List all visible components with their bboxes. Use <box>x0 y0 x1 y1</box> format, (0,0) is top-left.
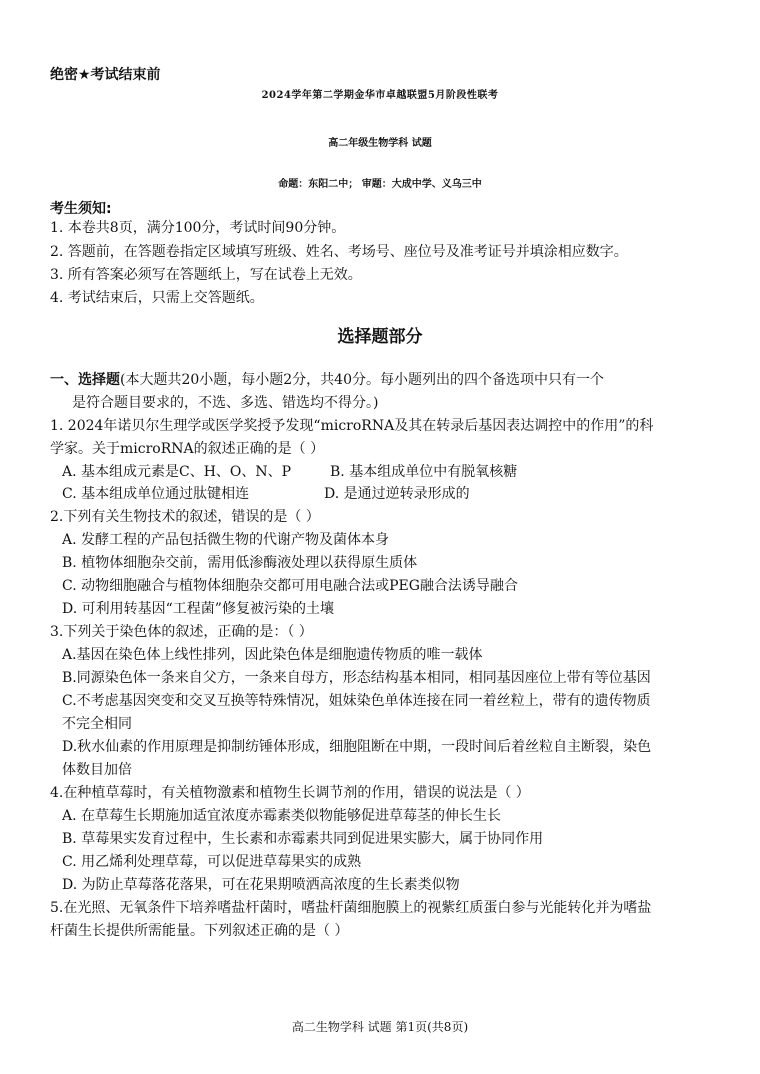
question-4-option-c: C. 用乙烯利处理草莓，可以促进草莓果实的成熟 <box>62 854 362 870</box>
question-4-option-a: A. 在草莓生长期施加适宜浓度赤霉素类似物能够促进草莓茎的伸长生长 <box>62 808 502 824</box>
question-3-option-d-cont: 体数目加倍 <box>62 762 132 778</box>
question-1-option-b: B. 基本组成单位中有脱氧核糖 <box>330 464 518 480</box>
exam-title: 2024学年第二学期金华市卓越联盟5月阶段性联考 <box>261 90 499 101</box>
question-4-option-d: D. 为防止草莓落花落果，可在花果期喷洒高浓度的生长素类似物 <box>62 877 460 893</box>
question-2-stem: 2.下列有关生物技术的叙述，错误的是（ ） <box>50 509 320 525</box>
question-1-option-a: A. 基本组成元素是C、H、O、N、P <box>62 464 292 480</box>
question-2-option-a: A. 发酵工程的产品包括微生物的代谢产物及菌体本身 <box>62 532 390 548</box>
exam-subtitle: 高二年级生物学科 试题 <box>328 138 432 149</box>
authors-line: 命题：东阳二中； 审题：大成中学、义乌三中 <box>278 179 482 190</box>
notice-item: 2. 答题前，在答题卷指定区域填写班级、姓名、考场号、座位号及准考证号并填涂相应数字。 <box>50 244 628 260</box>
confidential-label: 绝密★考试结束前 <box>50 67 161 83</box>
notice-item: 3. 所有答案必须写在答题纸上，写在试卷上无效。 <box>50 267 362 283</box>
section-intro-text: (本大题共20小题，每小题2分，共40分。每小题列出的四个备选项中只有一个 <box>120 372 604 388</box>
question-3-option-b: B.同源染色体一条来自父方，一条来自母方，形态结构基本相同，相同基因座位上带有等位基因 <box>62 670 651 686</box>
section-intro <box>50 370 604 390</box>
question-3-option-d: D.秋水仙素的作用原理是抑制纺锤体形成，细胞阻断在中期，一段时间后着丝粒自主断裂，染色 <box>62 739 652 755</box>
section-intro-cont: 是符合题目要求的，不选、多选、错选均不得分。) <box>72 395 379 411</box>
question-1-option-c: C. 基本组成单位通过肽键相连 <box>62 486 250 502</box>
question-3-stem: 3.下列关于染色体的叙述，正确的是：（ ） <box>50 624 313 640</box>
section-title: 选择题部分 <box>337 327 423 347</box>
question-5-stem-cont: 杆菌生长提供所需能量。下列叙述正确的是（ ） <box>50 923 349 939</box>
page-footer: 高二生物学科 试题 第1页(共8页) <box>291 1020 469 1034</box>
notice-item: 4. 考试结束后，只需上交答题纸。 <box>50 290 264 306</box>
question-1-stem: 1. 2024年诺贝尔生理学或医学奖授予发现“microRNA及其在转录后基因表达调控中的作用”的科 <box>50 418 654 434</box>
question-4-stem: 4.在种植草莓时，有关植物激素和植物生长调节剂的作用，错误的说法是（ ） <box>50 785 530 801</box>
question-2-option-b: B. 植物体细胞杂交前，需用低渗酶液处理以获得原生质体 <box>62 555 418 571</box>
question-4-option-b: B. 草莓果实发育过程中，生长素和赤霉素共同到促进果实膨大，属于协同作用 <box>62 831 544 847</box>
question-3-option-c-cont: 不完全相同 <box>62 716 132 732</box>
question-1-option-d: D. 是通过逆转录形成的 <box>324 486 470 502</box>
notice-heading: 考生须知: <box>50 201 112 217</box>
question-3-option-a: A.基因在染色体上线性排列，因此染色体是细胞遗传物质的唯一载体 <box>62 647 483 663</box>
question-1-stem-cont: 学家。关于microRNA的叙述正确的是（ ） <box>50 441 325 457</box>
question-2-option-c: C. 动物细胞融合与植物体细胞杂交都可用电融合法或PEG融合法诱导融合 <box>62 578 518 594</box>
question-5-stem: 5.在光照、无氧条件下培养嗜盐杆菌时，嗜盐杆菌细胞膜上的视紫红质蛋白参与光能转化并为嗜盐 <box>50 900 652 916</box>
question-2-option-d: D. 可利用转基因“工程菌”修复被污染的土壤 <box>62 601 334 617</box>
question-3-option-c: C.不考虑基因突变和交叉互换等特殊情况，姐妹染色单体连接在同一着丝粒上，带有的遗传物质 <box>62 693 651 709</box>
notice-item: 1. 本卷共8页，满分100分，考试时间90分钟。 <box>50 220 346 236</box>
section-intro-label: 一、选择题 <box>50 372 120 388</box>
